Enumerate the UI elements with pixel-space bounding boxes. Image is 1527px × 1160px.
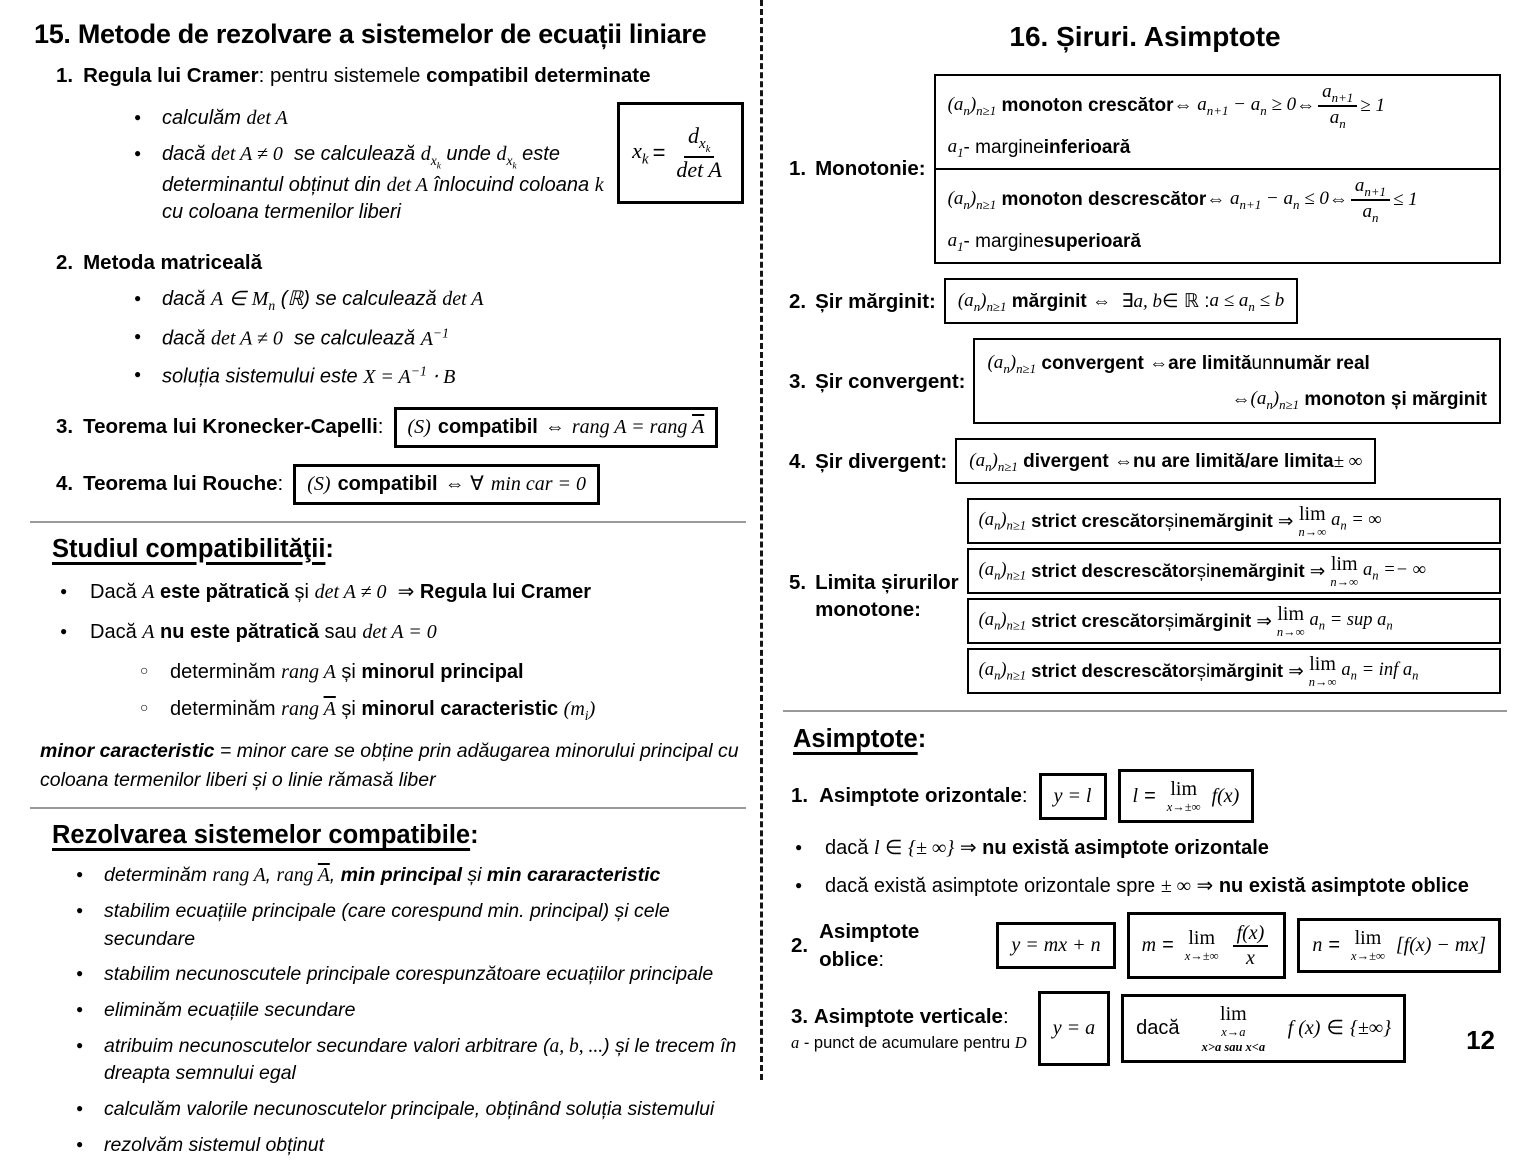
item-number: 3. — [789, 369, 807, 393]
item-number: 2. — [789, 289, 807, 313]
list-item: ○ determinăm rang A și minorul principal — [140, 659, 750, 686]
item-sublabel: a - punct de acumulare pentru D — [791, 1033, 1027, 1053]
heading-text: Asimptote — [793, 725, 918, 754]
left-column — [0, 0, 760, 1156]
asimptote-bullets — [793, 835, 1501, 900]
monotonie-boxes — [934, 74, 1501, 265]
item-number: 2. — [56, 251, 74, 275]
rouche-formula-box: (S) compatibil ⇔ ∀ min car = 0 — [293, 464, 600, 505]
list-item: ● soluția sistemului este $X = A^{-1} \cdot B$ — [132, 362, 750, 391]
list-item-asimptote-verticale — [791, 991, 1501, 1066]
list-item: ● calculăm det A — [132, 105, 617, 132]
orizontale-limit-box: l = lim x→±∞ f(x) — [1118, 769, 1255, 824]
list-item: ● determinăm rang A, rang $\overline{A}$, min principal și min cararacteristic — [74, 862, 750, 890]
list-item: ● calculăm valorile necunoscutelor principale, obținând soluția sistemului — [74, 1096, 750, 1124]
list-item-limita-sirurilor — [789, 498, 1501, 694]
list-item: ● dacă det A ≠ 0 se calculează $d_{x_k}$ unde $d_{x_k}$ este determinantul obținut din det A înlocuind coloana k cu coloana termenilor liberi — [132, 141, 617, 226]
item-number: 5. — [789, 570, 807, 594]
asimptote-heading — [793, 722, 1501, 756]
limita-rule-box: $(a_n)_{n\ge 1}$ strict crescător și mărginit ⇒ lim n→∞ $a_n$ = sup $a_n$ — [967, 598, 1501, 644]
oblice-formula-box: y = mx + n — [996, 922, 1115, 969]
heading-colon: : — [917, 725, 927, 754]
list-item-kronecker-capelli — [56, 407, 750, 448]
item-label: Teorema lui Kronecker-Capelli: — [83, 415, 384, 439]
item-label: Șir divergent: — [815, 449, 948, 473]
list-item: ● Dacă A este pătratică și det A ≠ 0 ⇒ Regula lui Cramer — [58, 579, 750, 606]
solving-heading — [52, 818, 750, 852]
sir-divergent-box: $(a_n)_{n\ge 1}$ divergent ⇔ nu are limită/are limita ± ∞ — [955, 438, 1376, 484]
formula-line: $a_1$ - margine superioară — [947, 229, 1141, 254]
compatibility-bullets — [58, 579, 750, 646]
list-item: ● stabilim ecuațiile principale (care corespund min. principal) și cele secundare — [74, 898, 750, 953]
list-item: ● dacă det A ≠ 0 se calculează $A^{-1}$ — [132, 324, 750, 353]
item-number: 1. — [56, 64, 74, 88]
matrix-method-bullets — [132, 286, 750, 391]
compatibility-heading — [52, 532, 750, 566]
list-item-asimptote-orizontale — [791, 769, 1501, 824]
limita-rule-box: $(a_n)_{n\ge 1}$ strict descrescător și mărginit ⇒ lim n→∞ $a_n$ = inf $a_n$ — [967, 648, 1501, 694]
item-label: Limita șirurilor monotone: — [815, 570, 959, 622]
item-number: 3. — [56, 415, 74, 439]
item-number: 3. — [791, 1004, 809, 1028]
cramer-formula-box: $x_k$ = $\frac{d_{x_k}}{\text{det A}}$ — [617, 102, 744, 204]
monoton-descrescator-box — [934, 168, 1501, 265]
page-number: 12 — [1466, 1024, 1495, 1055]
list-item: ● dacă există asimptote orizontale spre ± ∞ ⇒ nu există asimptote oblice — [793, 873, 1501, 900]
list-item-monotonie — [789, 74, 1501, 265]
right-section-title: 16. Șiruri. Asimptote — [1009, 21, 1281, 52]
item-number: 4. — [56, 472, 74, 496]
item-label — [791, 1003, 1027, 1031]
list-item-cramer — [56, 62, 750, 90]
list-item-sir-divergent — [789, 438, 1501, 484]
item-label: Regula lui Cramer: pentru sistemele compatibil determinate — [83, 64, 651, 88]
item-label: Monotonie: — [815, 157, 926, 181]
heading-colon: : — [325, 534, 334, 563]
orizontale-formula-box: y = l — [1039, 773, 1107, 820]
list-item: ● Dacă A nu este pătratică sau det A = 0 — [58, 619, 750, 646]
left-section-title: 15. Metode de rezolvare a sistemelor de ecuații liniare — [34, 19, 707, 49]
sir-convergent-box — [973, 338, 1501, 424]
item-label: Teorema lui Rouche: — [83, 472, 284, 496]
heading-colon: : — [470, 820, 479, 849]
oblice-n-box: n = lim x→±∞ [f(x) − mx] — [1297, 918, 1501, 973]
solving-bullets — [74, 862, 750, 1159]
kronecker-formula-box: (S) compatibil ⇔ rang A = rang $\overline{A}$ — [394, 407, 719, 448]
right-column — [760, 0, 1527, 1080]
list-item: ● eliminăm ecuațiile secundare — [74, 997, 750, 1025]
oblice-m-box: m = lim x→±∞ $\frac{f(x)}{x}$ — [1127, 912, 1287, 979]
item-label: Asimptote orizontale: — [819, 784, 1028, 808]
formula-line: $a_1$ - margine inferioară — [947, 135, 1131, 160]
list-item-asimptote-oblice — [791, 912, 1501, 979]
item-label: Șir mărginit: — [815, 289, 936, 313]
item-label-group — [789, 155, 926, 183]
heading-text: Studiul compatibilităţii — [52, 534, 326, 563]
list-item: ● dacă l ∈ {± ∞} ⇒ nu există asimptote orizontale — [793, 835, 1501, 862]
formula-line: $(a_n)_{n\ge 1}$ monoton descrescător ⇔ $a_{n+1} - a_n \le 0$ ⇔ $\frac{a_{n+1}}{a_n}$ ≤ 1 — [947, 174, 1418, 225]
section-divider — [30, 521, 746, 523]
item-label-group — [789, 288, 936, 316]
list-item: ● atribuim necunoscutelor secundare valori arbitrare (a, b, ...) și le trecem în dreapta semnului egal — [74, 1033, 750, 1088]
list-item: ○ determinăm rang $\overline{A}$ și minorul caracteristic $(m_i)$ — [140, 696, 750, 725]
item-number: 1. — [791, 784, 809, 808]
compatibility-sub-bullets — [140, 659, 750, 725]
formula-line: $(a_n)_{n\ge 1}$ convergent ⇔ are limită un număr real — [987, 351, 1370, 376]
verticale-formula-box: y = a — [1038, 991, 1110, 1066]
section-divider — [783, 710, 1507, 712]
formula-line: ⇔ $(a_n)_{n\ge 1}$ monoton și mărginit — [1231, 387, 1487, 412]
formula-line: $(a_n)_{n\ge 1}$ monoton crescător ⇔ $a_{n+1} - a_n \ge 0$ ⇔ $\frac{a_{n+1}}{a_n}$ ≥ 1 — [947, 80, 1385, 131]
minor-caracteristic-note: minor caracteristic = minor care se obține prin adăugarea minorului principal cu coloana termenilor liberi și o linie rămasă liber — [40, 740, 739, 791]
item-number: 2. — [791, 933, 809, 957]
item-label-text: Asimptote verticale: — [813, 1004, 1009, 1028]
item-label-group — [789, 569, 959, 624]
list-item: ● stabilim necunoscutele principale corespunzătoare ecuațiilor principale — [74, 961, 750, 989]
verticale-limit-box: dacă lim x→a x>a sau x<a f (x) ∈ {±∞} — [1121, 994, 1406, 1063]
limita-rule-box: $(a_n)_{n\ge 1}$ strict descrescător și nemărginit ⇒ lim n→∞ $a_n$ =− ∞ — [967, 548, 1501, 594]
limita-boxes — [967, 498, 1501, 694]
monoton-crescator-box — [934, 74, 1501, 171]
list-item-rouche — [56, 464, 750, 505]
item-label: Metoda matriceală — [83, 251, 262, 275]
cramer-bullets — [132, 96, 617, 235]
item-label-group — [789, 368, 965, 396]
section-divider — [30, 807, 746, 809]
cramer-content — [34, 92, 750, 241]
item-label-group — [791, 1003, 1027, 1055]
heading-text: Rezolvarea sistemelor compatibile — [52, 820, 471, 849]
list-item-sir-convergent — [789, 338, 1501, 424]
item-number: 4. — [789, 449, 807, 473]
item-label: Asimptote oblice: — [819, 920, 920, 971]
list-item: ● rezolvăm sistemul obținut — [74, 1132, 750, 1160]
list-item-matrix-method — [56, 249, 750, 277]
item-number: 1. — [789, 157, 807, 181]
list-item: ● dacă A ∈ $M_n$ (ℝ) se calculează det A — [132, 286, 750, 315]
limita-rule-box: $(a_n)_{n\ge 1}$ strict crescător și nemărginit ⇒ lim n→∞ $a_n$ = ∞ — [967, 498, 1501, 544]
item-label: Șir convergent: — [815, 369, 966, 393]
sir-marginit-box: $(a_n)_{n\ge 1}$ mărginit ⇔ ∃ a, b ∈ ℝ : $a \le a_n \le b$ — [944, 278, 1298, 324]
item-label-group — [789, 448, 947, 476]
list-item-sir-marginit — [789, 278, 1501, 324]
